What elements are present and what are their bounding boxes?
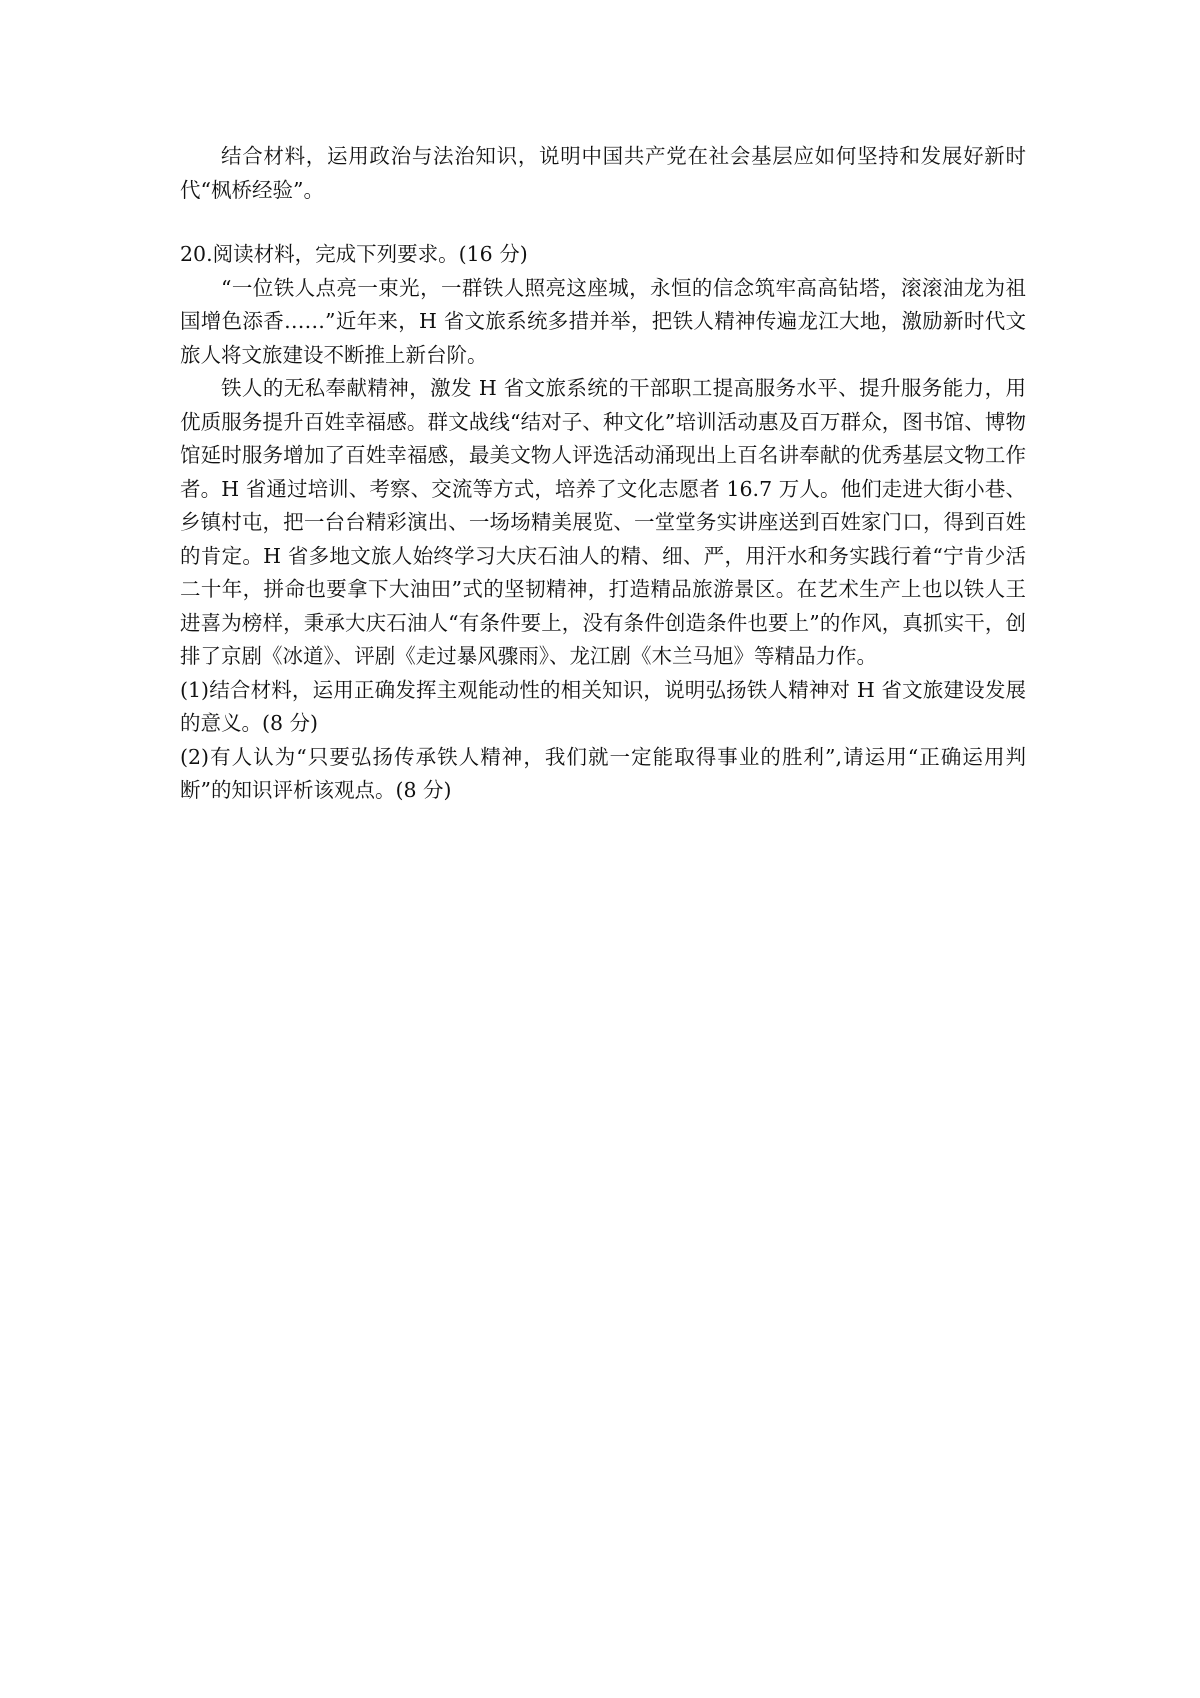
question-19-prompt: 结合材料，运用政治与法治知识，说明中国共产党在社会基层应如何坚持和发展好新时代“枫桥经验”。 [180,144,1026,202]
exam-page [180,140,1026,808]
question-20-heading: 20.阅读材料，完成下列要求。(16 分) [180,242,528,266]
sub-question-1: (1)结合材料，运用正确发挥主观能动性的相关知识，说明弘扬铁人精神对 H 省文旅建设发展的意义。(8 分) [180,677,1026,735]
material-paragraph-2: 铁人的无私奉献精神，激发 H 省文旅系统的干部职工提高服务水平、提升服务能力，用优质服务提升百姓幸福感。群文战线“结对子、种文化”培训活动惠及百万群众，图书馆、博物馆延时服务增加了百姓幸福感，最美文物人评选活动涌现出上百名讲奉献的优秀基层文物工作者。H 省通过培训、考察、交流等方式，培养了文化志愿者 16.7 万人。他们走进大街小巷、乡镇村屯，把一台台精彩演出、一场场精美展览、一堂堂务实讲座送到百姓家门口，得到百姓的肯定。H 省多地文旅人始终学习大庆石油人的精、细、严，用汗水和务实践行着“宁肯少活二十年，拼命也要拿下大油田”式的坚韧精神，打造精品旅游景区。在艺术生产上也以铁人王进喜为榜样，秉承大庆石油人“有条件要上，没有条件创造条件也要上”的作风，真抓实干，创排了京剧《冰道》、评剧《走过暴风骤雨》、龙江剧《木兰马旭》等精品力作。 [180,376,1026,668]
sub-question-2: (2)有人认为“只要弘扬传承铁人精神，我们就一定能取得事业的胜利”,请运用“正确运用判断”的知识评析该观点。(8 分) [180,744,1026,802]
material-paragraph-1: “一位铁人点亮一束光，一群铁人照亮这座城，永恒的信念筑牢高高钻塔，滚滚油龙为祖国增色添香……”近年来，H 省文旅系统多措并举，把铁人精神传遍龙江大地，激励新时代文旅人将文旅建设不断推上新台阶。 [180,275,1026,367]
